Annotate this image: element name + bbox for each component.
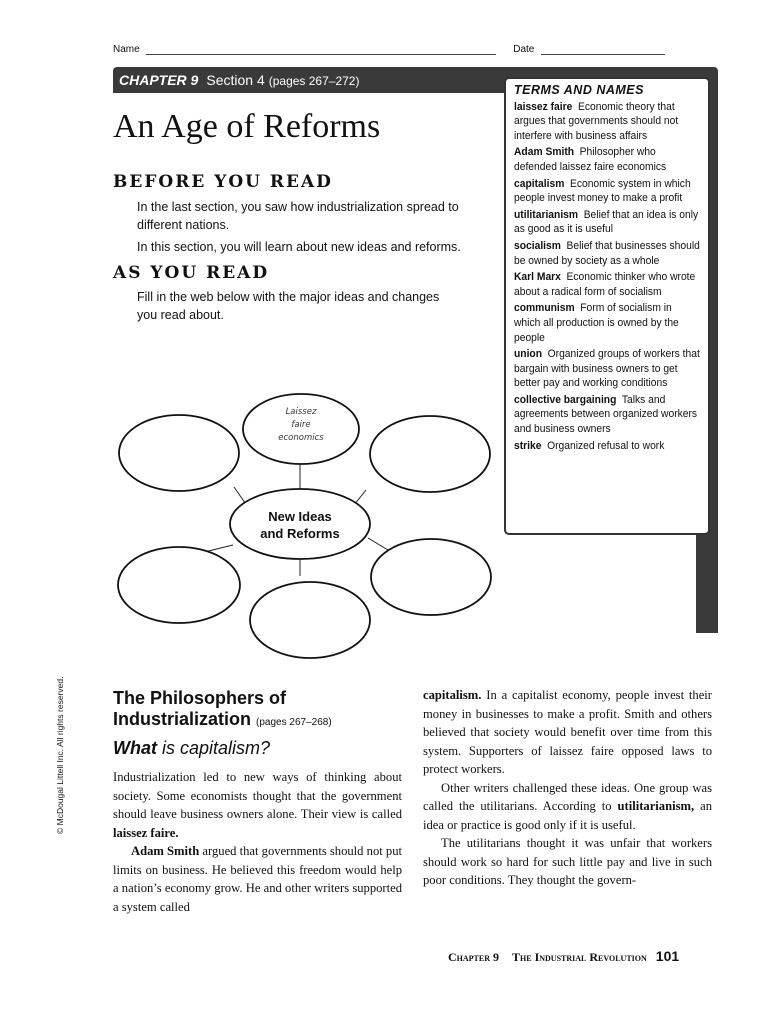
date-label: Date (513, 44, 535, 55)
page-title: An Age of Reforms (113, 108, 381, 145)
term-definition: Economic theory that argues that governments should not interfere with business affairs (514, 100, 679, 142)
term-name: collective bargaining (514, 393, 617, 406)
before-line-1: In the last section, you saw how industrialization spread to (137, 200, 459, 214)
web-center-line-2: and Reforms (260, 526, 340, 541)
web-bubble-upper-left[interactable] (119, 415, 239, 491)
name-date-line (113, 44, 665, 55)
term-entry (514, 208, 701, 237)
section-title-line-2: Industrialization (113, 709, 252, 729)
term-definition: Economic thinker who wrote about a radical form of socialism (514, 271, 696, 298)
term-definition: Talks and agreements between organized workers and business owners (514, 393, 698, 436)
page-footer (448, 948, 679, 965)
section-heading (113, 688, 332, 733)
page-number: 101 (655, 948, 680, 964)
left-paragraph-1: Industrialization led to new ways of thinking about society. Some economists thought that the government should leave business owners alone. Their view is called laissez faire. (113, 770, 402, 840)
as-line-1: Fill in the web below with the major ideas and changes (137, 290, 440, 304)
term-name: socialism (514, 239, 561, 252)
term-entry (514, 239, 701, 268)
terms-heading: TERMS AND NAMES (514, 83, 644, 97)
section-question (113, 738, 270, 759)
term-entry (514, 393, 701, 437)
idea-web-diagram (100, 380, 500, 670)
web-top-line-2: faire (291, 420, 311, 430)
term-name: Adam Smith (514, 146, 575, 159)
as-you-read-heading: AS YOU READ (113, 263, 270, 283)
web-bubble-lower-right[interactable] (371, 539, 491, 615)
as-you-read-text (137, 288, 497, 324)
term-name: union (514, 348, 543, 361)
before-line-3: In this section, you will learn about new ideas and reforms. (137, 240, 461, 254)
term-definition: Form of socialism in which all production is owned by the people (514, 302, 679, 344)
section-pages: (pages 267–272) (268, 74, 360, 88)
term-definition: Philosopher who defended laissez faire economics (514, 146, 667, 173)
body-column-left (113, 768, 402, 916)
left-paragraph-2: Adam Smith argued that governments should not put limits on business. He believed this freedom would help a nation’s economy grow. He and other writers supported a system called (113, 844, 402, 914)
web-bubble-lower-left[interactable] (118, 547, 240, 623)
term-definition: Organized refusal to work (547, 439, 665, 452)
body-column-right (423, 686, 712, 890)
web-bubble-upper-right[interactable] (370, 416, 490, 492)
term-utilitarianism: utilitarianism, (617, 799, 695, 813)
as-line-2: you read about. (137, 308, 224, 322)
term-definition: Economic system in which people invest money to make a profit (514, 177, 691, 205)
term-name: Karl Marx (514, 271, 561, 284)
term-entry (514, 145, 701, 174)
before-line-2: different nations. (137, 218, 230, 232)
chapter-label: CHAPTER 9 (119, 72, 199, 88)
section-heading-pages: (pages 267–268) (256, 717, 332, 728)
term-entry (514, 100, 701, 144)
terms-and-names-box (504, 77, 710, 535)
web-center-line-1: New Ideas (268, 509, 332, 524)
term-name: laissez faire (514, 100, 573, 113)
web-top-line-1: Laissez (285, 407, 317, 417)
term-laissez-faire: laissez faire. (113, 825, 179, 840)
name-label: Name (113, 44, 140, 55)
term-entry (514, 270, 701, 299)
question-bold: What (113, 738, 157, 758)
question-rest: is capitalism? (157, 738, 271, 758)
term-definition: Organized groups of workers that bargain with business owners to get better pay and working conditions (514, 348, 700, 390)
right-paragraph-2: Other writers challenged these ideas. One group was called the utilitarians. According to utilitarianism, an idea or practice is good only if it is useful. (423, 780, 712, 832)
web-top-line-3: economics (278, 433, 324, 443)
term-name: capitalism (514, 177, 565, 190)
right-paragraph-3: The utilitarians thought it was unfair that workers should work so hard for such little pay and live in such poor conditions. They thought the govern- (423, 836, 712, 887)
term-name: strike (514, 439, 542, 452)
section-label: Section 4 (206, 72, 265, 88)
web-bubble-bottom[interactable] (250, 582, 370, 658)
term-capitalism: capitalism. (423, 688, 482, 702)
footer-chapter: Chapter 9 (448, 950, 500, 964)
before-you-read-heading: BEFORE YOU READ (113, 172, 333, 192)
term-definition: Belief that an idea is only as good as it is useful (514, 208, 699, 236)
section-title-line-1: The Philosophers of (113, 688, 287, 708)
name-field[interactable] (146, 44, 496, 55)
term-entry (514, 347, 701, 391)
term-entry (514, 177, 701, 206)
term-entry (514, 301, 701, 345)
right-paragraph-1: capitalism. In a capitalist economy, people invest their money in businesses to make a profit. Smith and others believed that society would benefit over time from this system. Supporters of laissez faire opposed laws to protect workers. (423, 688, 712, 776)
copyright-notice: © McDougal Littell Inc. All rights reserved. (55, 676, 65, 834)
connector-lower-right (368, 538, 388, 550)
term-definition: Belief that businesses should be owned by society as a whole (514, 239, 700, 267)
date-field[interactable] (541, 44, 665, 55)
term-name: utilitarianism (514, 208, 579, 221)
term-name: communism (514, 302, 575, 315)
terms-list (514, 100, 702, 454)
before-you-read-text (137, 198, 497, 256)
term-entry (514, 439, 701, 454)
footer-title: The Industrial Revolution (512, 950, 647, 964)
web-center-bubble (230, 489, 370, 559)
term-adam-smith: Adam Smith (131, 844, 200, 858)
